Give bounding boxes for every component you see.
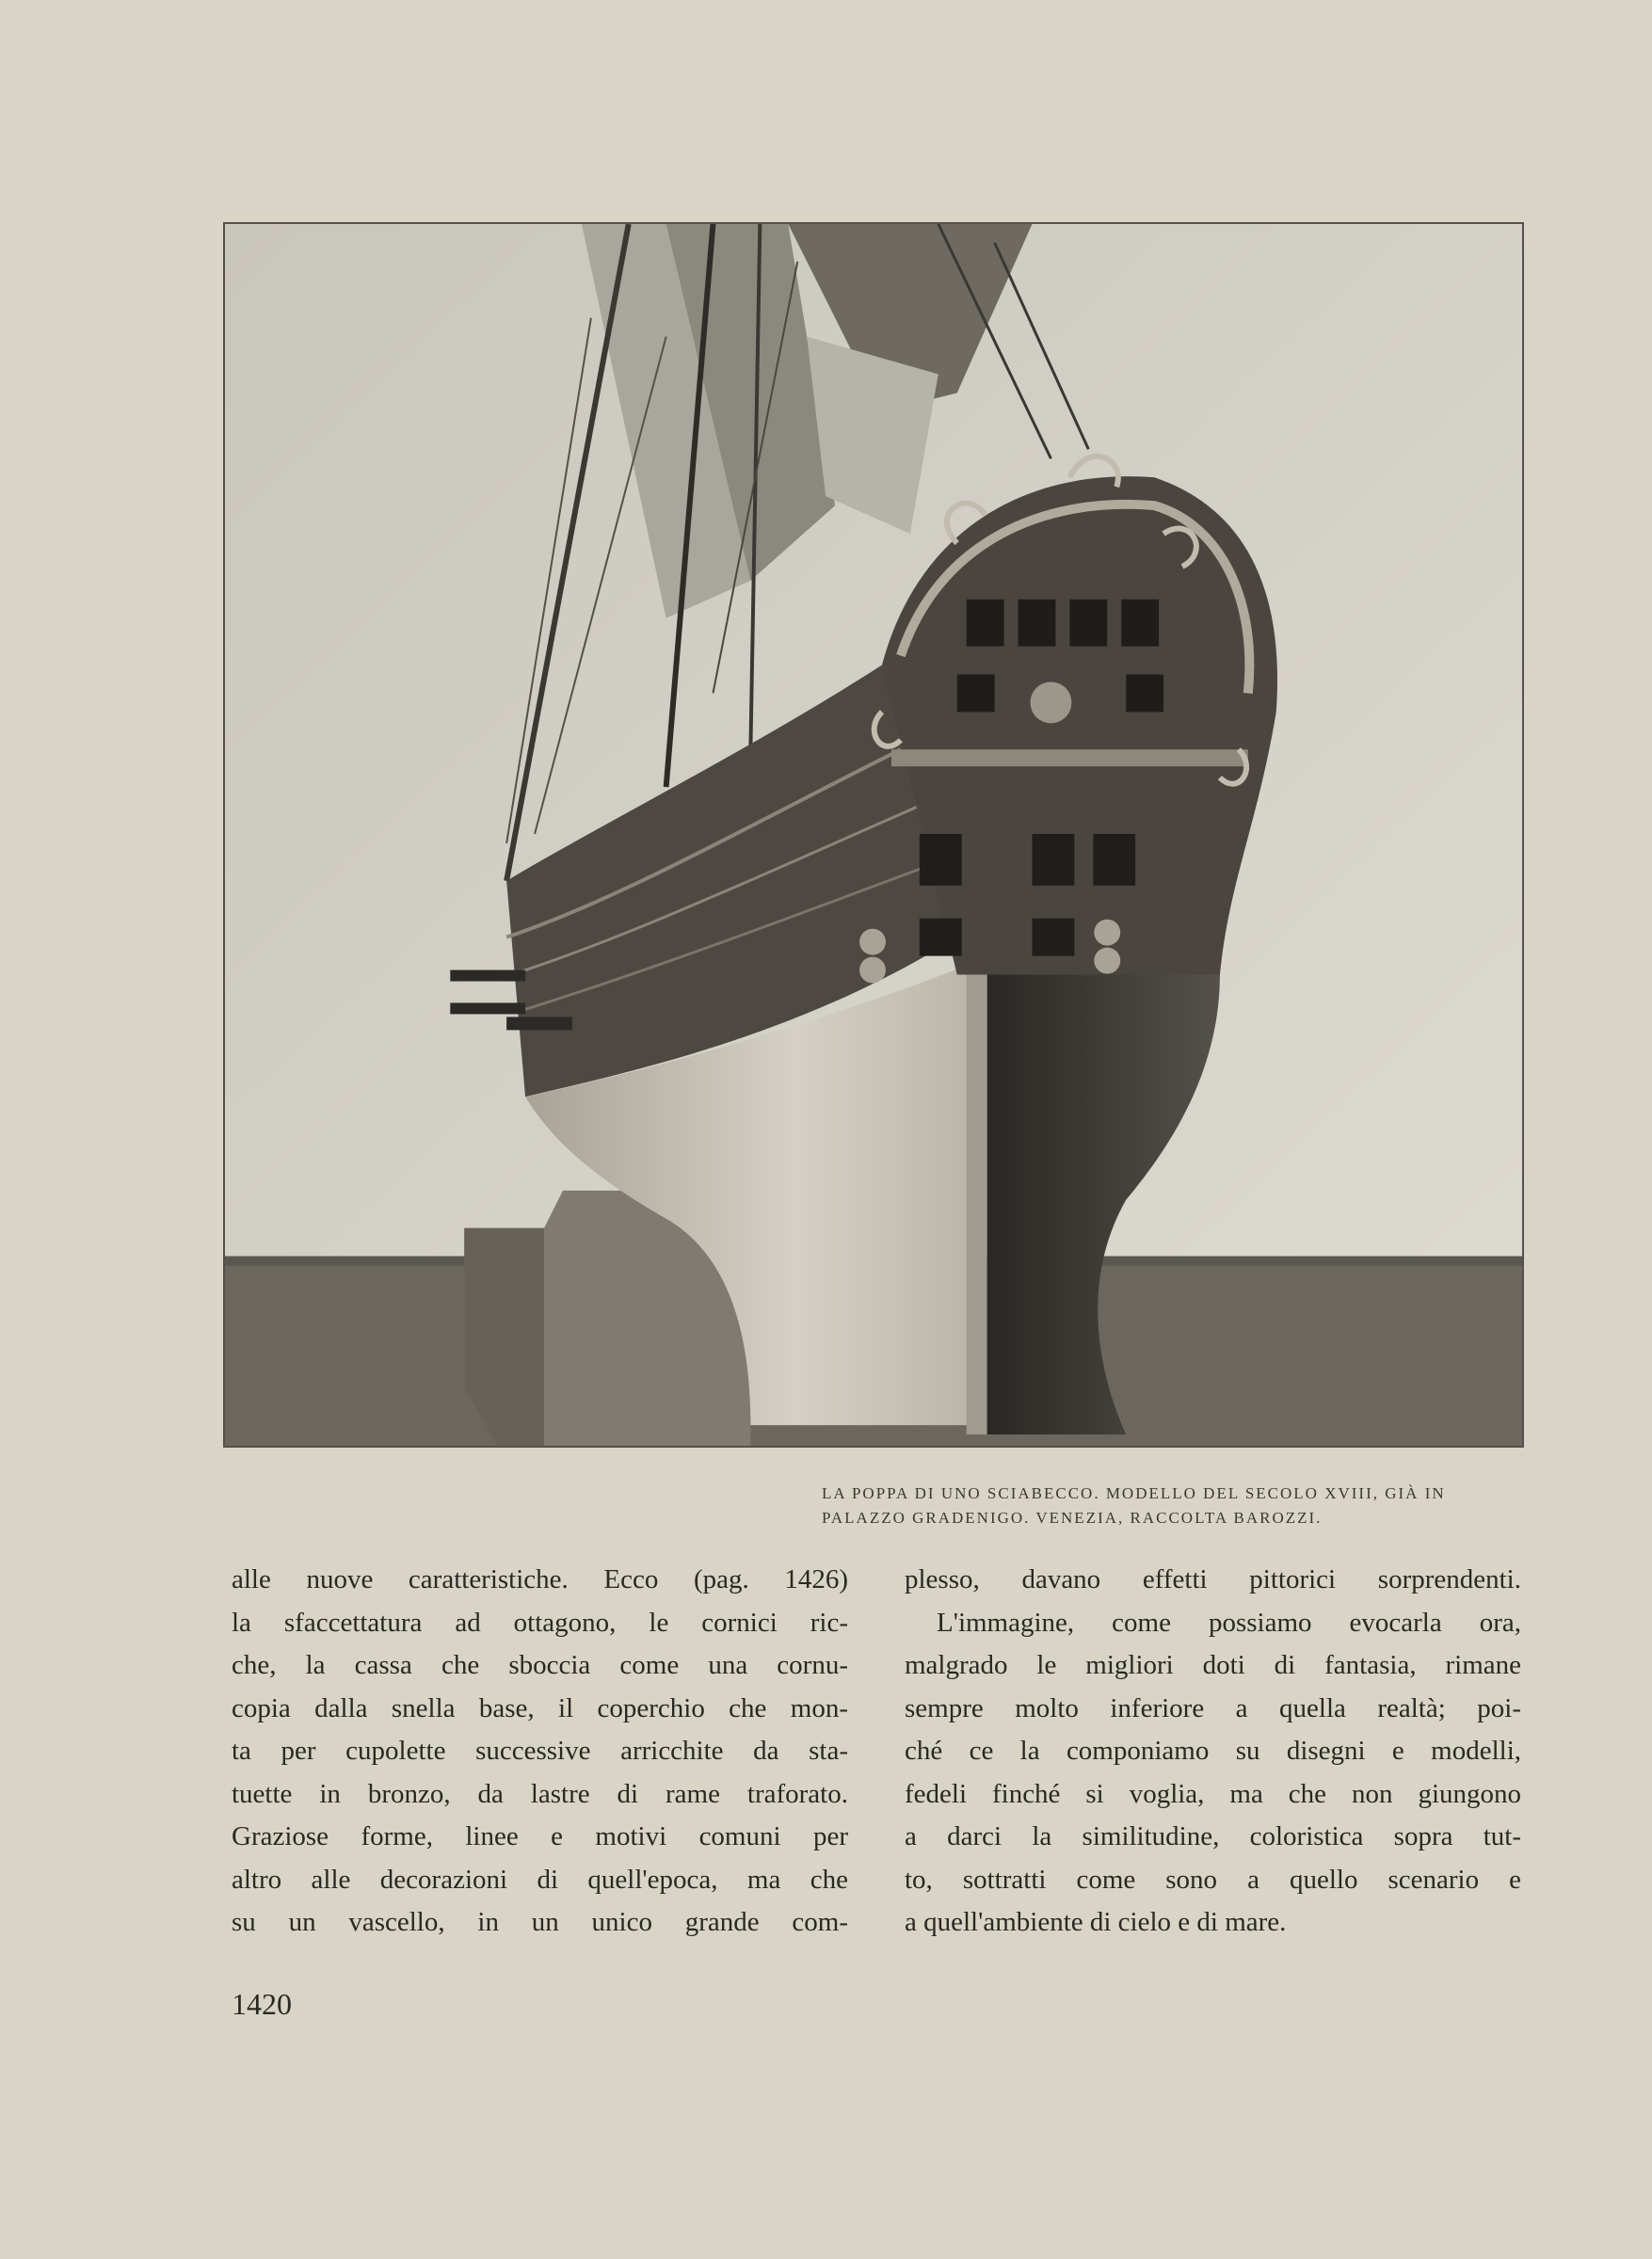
text-line: alle nuove caratteristiche. Ecco (pag. 1426) — [232, 1564, 848, 1594]
text-line: copia dalla snella base, il coperchio che mon- — [232, 1692, 848, 1723]
text-line: a quell'ambiente di cielo e di mare. — [905, 1907, 1287, 1937]
ship-model-photo — [223, 222, 1524, 1448]
text-line: ché ce la componiamo su disegni e modelli, — [905, 1736, 1521, 1766]
caption-line: PALAZZO GRADENIGO. VENEZIA, RACCOLTA BAROZZI. — [822, 1509, 1323, 1527]
text-line: che, la cassa che sboccia come una cornu- — [232, 1650, 848, 1680]
text-line: L'immagine, come possiamo evocarla ora, — [937, 1607, 1521, 1638]
text-line: tuette in bronzo, da lastre di rame traforato. — [232, 1778, 848, 1809]
text-column-left — [232, 1559, 848, 1945]
text-line: su un vascello, in un unico grande com- — [232, 1907, 848, 1937]
text-line: plesso, davano effetti pittorici sorprendenti. — [905, 1564, 1521, 1594]
text-line: sempre molto inferiore a quella realtà; poi- — [905, 1692, 1521, 1723]
page-number: 1420 — [232, 1987, 292, 2021]
text-line: a darci la similitudine, coloristica sopra tut- — [905, 1821, 1521, 1851]
ship-stern-illustration — [225, 224, 1522, 1446]
text-line: Graziose forme, linee e motivi comuni per — [232, 1821, 848, 1851]
text-line: la sfaccettatura ad ottagono, le cornici ric- — [232, 1607, 848, 1638]
caption-line: LA POPPA DI UNO SCIABECCO. MODELLO DEL SECOLO XVIII, GIÀ IN — [822, 1484, 1446, 1502]
text-column-right — [905, 1559, 1521, 1945]
figure-caption — [822, 1482, 1500, 1530]
text-line: altro alle decorazioni di quell'epoca, ma che — [232, 1864, 848, 1895]
text-line: fedeli finché si voglia, ma che non giungono — [905, 1778, 1521, 1809]
text-line: to, sottratti come sono a quello scenario e — [905, 1864, 1521, 1895]
text-line: malgrado le migliori doti di fantasia, rimane — [905, 1650, 1521, 1680]
text-line: ta per cupolette successive arricchite da sta- — [232, 1736, 848, 1766]
